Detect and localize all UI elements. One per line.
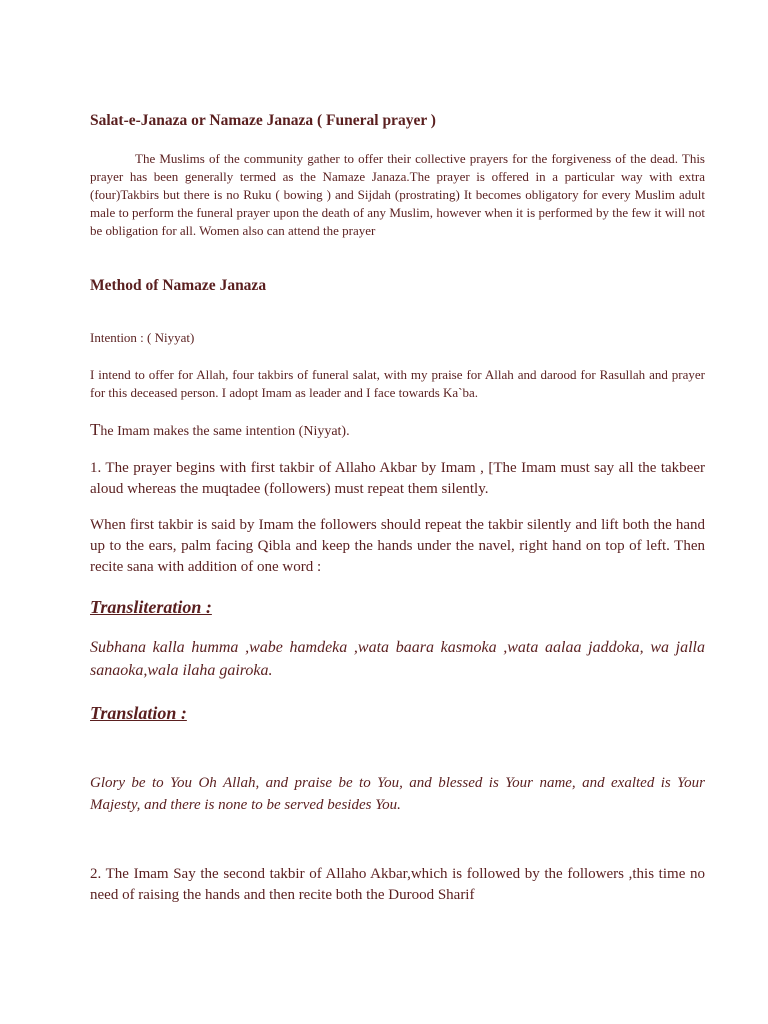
intro-text: The Muslims of the community gather to offer their collective prayers for the forgiveness of the dead. This prayer has been generally termed as the Namaze Janaza.The prayer is offered in a particular way with extra (four)Takbirs but there is no Ruku ( bowing ) and Sijdah (prostrating) It becomes obligatory for every Muslim adult male to perform the funeral prayer upon the death of any Muslim, however when it is performed by the few it will not be obligation for all. Women also can attend the prayer xyxy=(90,151,705,238)
step-2-paragraph: 2. The Imam Say the second takbir of Allaho Akbar,which is followed by the followers ,this time no need of raising the hands and then recite both the Durood Sharif xyxy=(90,866,705,903)
intention-label: Intention : ( Niyyat) xyxy=(90,330,195,345)
document-title: Salat-e-Janaza or Namaze Janaza ( Funeral prayer ) xyxy=(90,112,436,129)
transliteration-text: Subhana kalla humma ,wabe hamdeka ,wata baara kasmoka ,wata aalaa jaddoka, wa jalla sanaoka,wala ilaha gairoka. xyxy=(90,639,705,679)
intention-text: I intend to offer for Allah, four takbirs of funeral salat, with my praise for Allah and darood for Rasullah and prayer for this deceased person. I adopt Imam as leader and I face towards Ka`ba. xyxy=(90,367,705,400)
transliteration-heading: Transliteration : xyxy=(90,597,212,617)
intro-paragraph xyxy=(90,150,705,240)
imam-intention xyxy=(90,420,705,440)
translation-text: Glory be to You Oh Allah, and praise be to You, and blessed is Your name, and exalted is Your Majesty, and there is none to be served besides You. xyxy=(90,775,705,813)
imam-intention-rest: he Imam makes the same intention (Niyyat). xyxy=(100,424,350,439)
method-heading: Method of Namaze Janaza xyxy=(90,277,267,294)
followers-instruction: When first takbir is said by Imam the followers should repeat the takbir silently and lift both the hand up to the ears, palm facing Qibla and keep the hands under the navel, right hand on top of left. Then recite sana with addition of one word : xyxy=(90,517,705,575)
translation-heading: Translation : xyxy=(90,703,187,723)
step-1-paragraph: 1. The prayer begins with first takbir of Allaho Akbar by Imam , [The Imam must say all the takbeer aloud whereas the muqtadee (followers) must repeat them silently. xyxy=(90,460,705,497)
imam-intention-initial: T xyxy=(90,420,101,439)
